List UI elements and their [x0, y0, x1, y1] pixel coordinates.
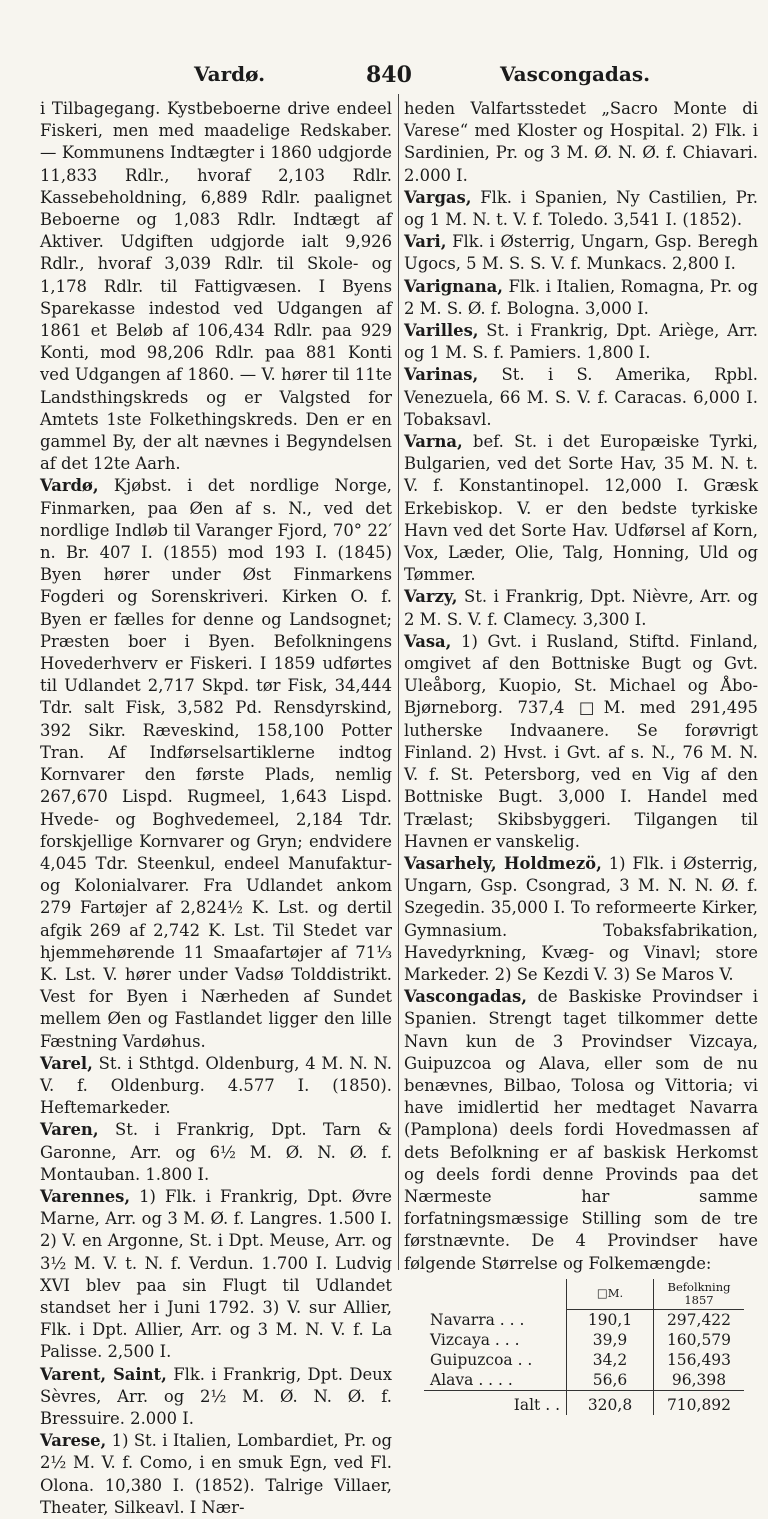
entry — [404, 320, 758, 364]
entry-text: Kjøbst. i det nordlige Norge, Finmarken, paa Øen af s. N., ved det nordlige Indløb til Varanger Fjord, 70° 22′ n. Br. 407 I. (1855) mod 193 I. (1845) Byen hører under Øst Finmarkens Fogderi og Sorenskriveri. Kirken O. f. Byen er fælles for denne og Landsognet; Præsten boer i Byen. Befolkningens Hovederhverv er Fiskeri. I 1859 udførtes til Udlandet 2,717 Skpd. tør Fisk, 34,444 Tdr. salt Fisk, 3,582 Pd. Rensdyrskind, 392 Sikr. Ræveskind, 158,100 Potter Tran. Af Indførselsartiklerne indtog Kornvarer den første Plads, nemlig 267,670 Lispd. Rugmeel, 1,643 Lispd. Hvede- og Boghvedemeel, 2,184 Tdr. forskjellige Kornvarer og Gryn; endvidere 4,045 Tdr. Steenkul, endeel Manufaktur- og Kolonialvarer. Fra Udlandet ankom 279 Fartøjer af 2,824½ K. Lst. og dertil afgik 269 af 2,742 K. Lst. Til Stedet var hjemmehørende 11 Smaafartøjer af 71⅓ K. Lst. V. hører under Vadsø Tolddistrikt. Vest for Byen i Nærheden af Sundet mellem Øen og Fastlandet ligger den lille Fæstning Vardøhus. — [40, 476, 392, 1051]
table-header-row — [424, 1279, 744, 1310]
entry-lemma: Varese, — [40, 1431, 107, 1451]
entry — [404, 431, 758, 586]
header-left-keyword: Vardø. — [194, 62, 266, 86]
entry — [40, 1364, 392, 1431]
province-population: 156,493 — [666, 1350, 732, 1369]
entry-text: 1) Gvt. i Rusland, Stiftd. Finland, omgivet af den Bottniske Bugt og Gvt. Uleåborg, Kuopio, St. Michael og Åbo-Bjørneborg. 737,4 □M. med 291,495 lutherske Indvaanere. Se forøvrigt Finland. 2) Hvst. i Gvt. af s. N., 76 M. N. V. f. St. Petersborg, ved en Vig af den Bottniske Bugt. 3,000 I. Handel med Trælast; Skibsbyggeri. Tilgangen til Havnen er vanskelig. — [404, 631, 758, 851]
entry-text: Flk. i Italien, Romagna, Pr. og 2 M. S. Ø. f. Bologna. 3,000 I. — [404, 276, 758, 318]
entry — [404, 276, 758, 320]
entry-text: St. i Frankrig, Dpt. Nièvre, Arr. og 2 M. S. V. f. Clamecy. 3,300 I. — [404, 587, 758, 629]
entry — [404, 364, 758, 431]
page-header — [0, 62, 768, 96]
entry-lemma: Varen, — [40, 1120, 99, 1140]
table-header-blank — [424, 1279, 567, 1310]
province-name: Navarra . . . — [430, 1310, 525, 1329]
province-name: Alava . . . . — [430, 1370, 513, 1389]
header-right-keyword: Vascongadas. — [500, 62, 651, 86]
entry-text: Flk. i Frankrig, Dpt. Deux Sèvres, Arr. og 2½ M. Ø. N. Ø. f. Bressuire. 2.000 I. — [40, 1364, 392, 1428]
province-area: 56,6 — [567, 1370, 654, 1391]
entry — [40, 98, 392, 475]
left-column — [40, 98, 392, 1519]
entry — [404, 231, 758, 275]
population-table — [424, 1279, 744, 1415]
entry-text: bef. St. i det Europæiske Tyrki, Bulgarien, ved det Sorte Hav, 35 M. N. t. V. f. Konstantinopel. 12,000 I. Græsk Erkebiskop. V. er den bedste tyrkiske Havn ved det Sorte Hav. Udførsel af Korn, Vox, Læder, Olie, Talg, Honning, Uld og Tømmer. — [404, 432, 758, 585]
column-divider — [398, 94, 399, 1270]
entry-text: i Tilbagegang. Kystbeboerne drive endeel Fiskeri, men med maadelige Redskaber. — Kommunens Indtægter i 1860 udgjorde 11,833 Rdlr., hvoraf 2,103 Rdlr. Kassebeholdning, 6,889 Rdlr. paalignet Beboerne og 1,083 Rdlr. Indtægt af Aktiver. Udgiften udgjorde ialt 9,926 Rdlr., hvoraf 3,039 Rdlr. til Skole- og 1,178 Rdlr. til Fattigvæsen. I Byens Sparekasse indestod ved Udgangen af 1861 et Beløb af 106,434 Rdlr. paa 929 Konti, mod 98,206 Rdlr. paa 881 Konti ved Udgangen af 1860. — V. hører til 11te Landsthingskreds og er Valgsted for Amtets 1ste Folkethingskreds. Den er en gammel By, der alt nævnes i Begyndelsen af det 12te Aarh. — [40, 99, 392, 474]
entry — [404, 187, 758, 231]
entry-text: Flk. i Østerrig, Ungarn, Gsp. Beregh Ugocs, 5 M. S. S. V. f. Munkacs. 2,800 I. — [404, 232, 758, 274]
entry-lemma: Vascongadas, — [404, 987, 527, 1007]
entry-lemma: Vasa, — [404, 631, 452, 651]
entry — [40, 475, 392, 1052]
entry-lemma: Vari, — [404, 232, 447, 252]
entry — [404, 853, 758, 986]
entry-lemma: Varennes, — [40, 1186, 131, 1206]
table-header-area: □M. — [567, 1279, 654, 1310]
province-population: 96,398 — [671, 1370, 727, 1389]
entry — [404, 986, 758, 1275]
entry-lemma: Vargas, — [404, 187, 472, 207]
table-row — [424, 1309, 744, 1330]
entry-text: Flk. i Spanien, Ny Castilien, Pr. og 1 M. N. t. V. f. Toledo. 3,541 I. (1852). — [404, 187, 758, 230]
province-population: 160,579 — [666, 1330, 732, 1349]
entry-text: 1) Flk. i Østerrig, Ungarn, Gsp. Csongrad, 3 M. N. N. Ø. f. Szegedin. 35,000 I. To reformeerte Kirker, Gymnasium. Tobaksfabrikation, Havedyrkning, Kvæg- og Vinavl; store Markeder. 2) Se Kezdi V. 3) Se Maros V. — [404, 853, 759, 984]
entry-lemma: Vardø, — [40, 476, 99, 496]
entry — [404, 631, 758, 853]
entry-text: 1) St. i Italien, Lombardiet, Pr. og 2½ M. V. f. Como, i en smuk Egn, ved Fl. Olona. 10,380 I. (1852). Talrige Villaer, Theater, Silkeavl. I Nær- — [40, 1431, 392, 1517]
table-row — [424, 1330, 744, 1350]
entry-lemma: Varilles, — [404, 321, 479, 341]
table-total-row — [424, 1390, 744, 1415]
entry — [40, 1186, 392, 1364]
entry-lemma: Varignana, — [404, 276, 503, 296]
entry-text: St. i Frankrig, Dpt. Ariège, Arr. og 1 M. S. f. Pamiers. 1,800 I. — [404, 321, 758, 363]
province-name: Vizcaya . . . — [430, 1330, 520, 1349]
entry-lemma: Vasarhely, Holdmezö, — [404, 853, 602, 873]
page-number: 840 — [366, 62, 412, 88]
entry-lemma: Varna, — [404, 432, 463, 452]
entry — [40, 1119, 392, 1186]
entry-text: 1) Flk. i Frankrig, Dpt. Øvre Marne, Arr. og 3 M. Ø. f. Langres. 1.500 I. 2) V. en Argonne, St. i Dpt. Meuse, Arr. og 3½ M. V. t. N. f. Verdun. 1.700 I. Ludvig XVI blev paa sin Flugt til Udlandet standset her i Juni 1792. 3) V. sur Allier, Flk. i Dpt. Allier, Arr. og 3 M. N. V. f. La Palisse. 2,500 I. — [40, 1186, 392, 1362]
total-label: Ialt . . — [424, 1390, 567, 1415]
province-population: 297,422 — [666, 1310, 732, 1329]
table-row — [424, 1350, 744, 1370]
entry-text: St. i Frankrig, Dpt. Tarn & Garonne, Arr. og 6½ M. Ø. N. Ø. f. Montauban. 1.800 I. — [40, 1120, 392, 1184]
province-area: 190,1 — [567, 1309, 654, 1330]
entry — [40, 1053, 392, 1120]
entry-text: de Baskiske Provindser i Spanien. Strengt taget tilkommer dette Navn kun de 3 Provindser Vizcaya, Guipuzcoa og Alava, eller som de nu benævnes, Bilbao, Tolosa og Vittoria; vi have imidlertid her medtaget Navarra (Pamplona) deels fordi Hovedmassen af dets Befolkning er af baskisk Herkomst og deels fordi denne Provinds paa det Nærmeste har samme forfatningsmæssige Stilling som de tre førstnævnte. De 4 Provindser have følgende Størrelse og Folkemængde: — [404, 987, 758, 1273]
province-area: 34,2 — [567, 1350, 654, 1370]
entry-text: St. i Sthtgd. Oldenburg, 4 M. N. N. V. f. Oldenburg. 4.577 I. (1850). Heftemarkeder. — [40, 1053, 392, 1118]
entry-lemma: Varel, — [40, 1053, 93, 1073]
total-area: 320,8 — [567, 1390, 654, 1415]
entry-text: heden Valfartsstedet „Sacro Monte di Varese“ med Kloster og Hospital. 2) Flk. i Sardinien, Pr. og 3 M. Ø. N. Ø. f. Chiavari. 2.000 I. — [404, 99, 758, 185]
total-population: 710,892 — [654, 1390, 745, 1415]
entry — [404, 586, 758, 630]
right-column — [404, 98, 758, 1415]
table-row — [424, 1370, 744, 1391]
table-header-population: Befolkning 1857 — [654, 1279, 745, 1310]
entry-lemma: Varinas, — [404, 365, 479, 385]
entry-text: St. i S. Amerika, Rpbl. Venezuela, 66 M. S. V. f. Caracas. 6,000 I. Tobaksavl. — [404, 365, 758, 429]
entry-lemma: Varzy, — [404, 587, 458, 607]
entry — [404, 98, 758, 187]
province-area: 39,9 — [567, 1330, 654, 1350]
entry-lemma: Varent, Saint, — [40, 1364, 167, 1384]
entry — [40, 1430, 392, 1519]
province-name: Guipuzcoa . . — [430, 1350, 533, 1369]
